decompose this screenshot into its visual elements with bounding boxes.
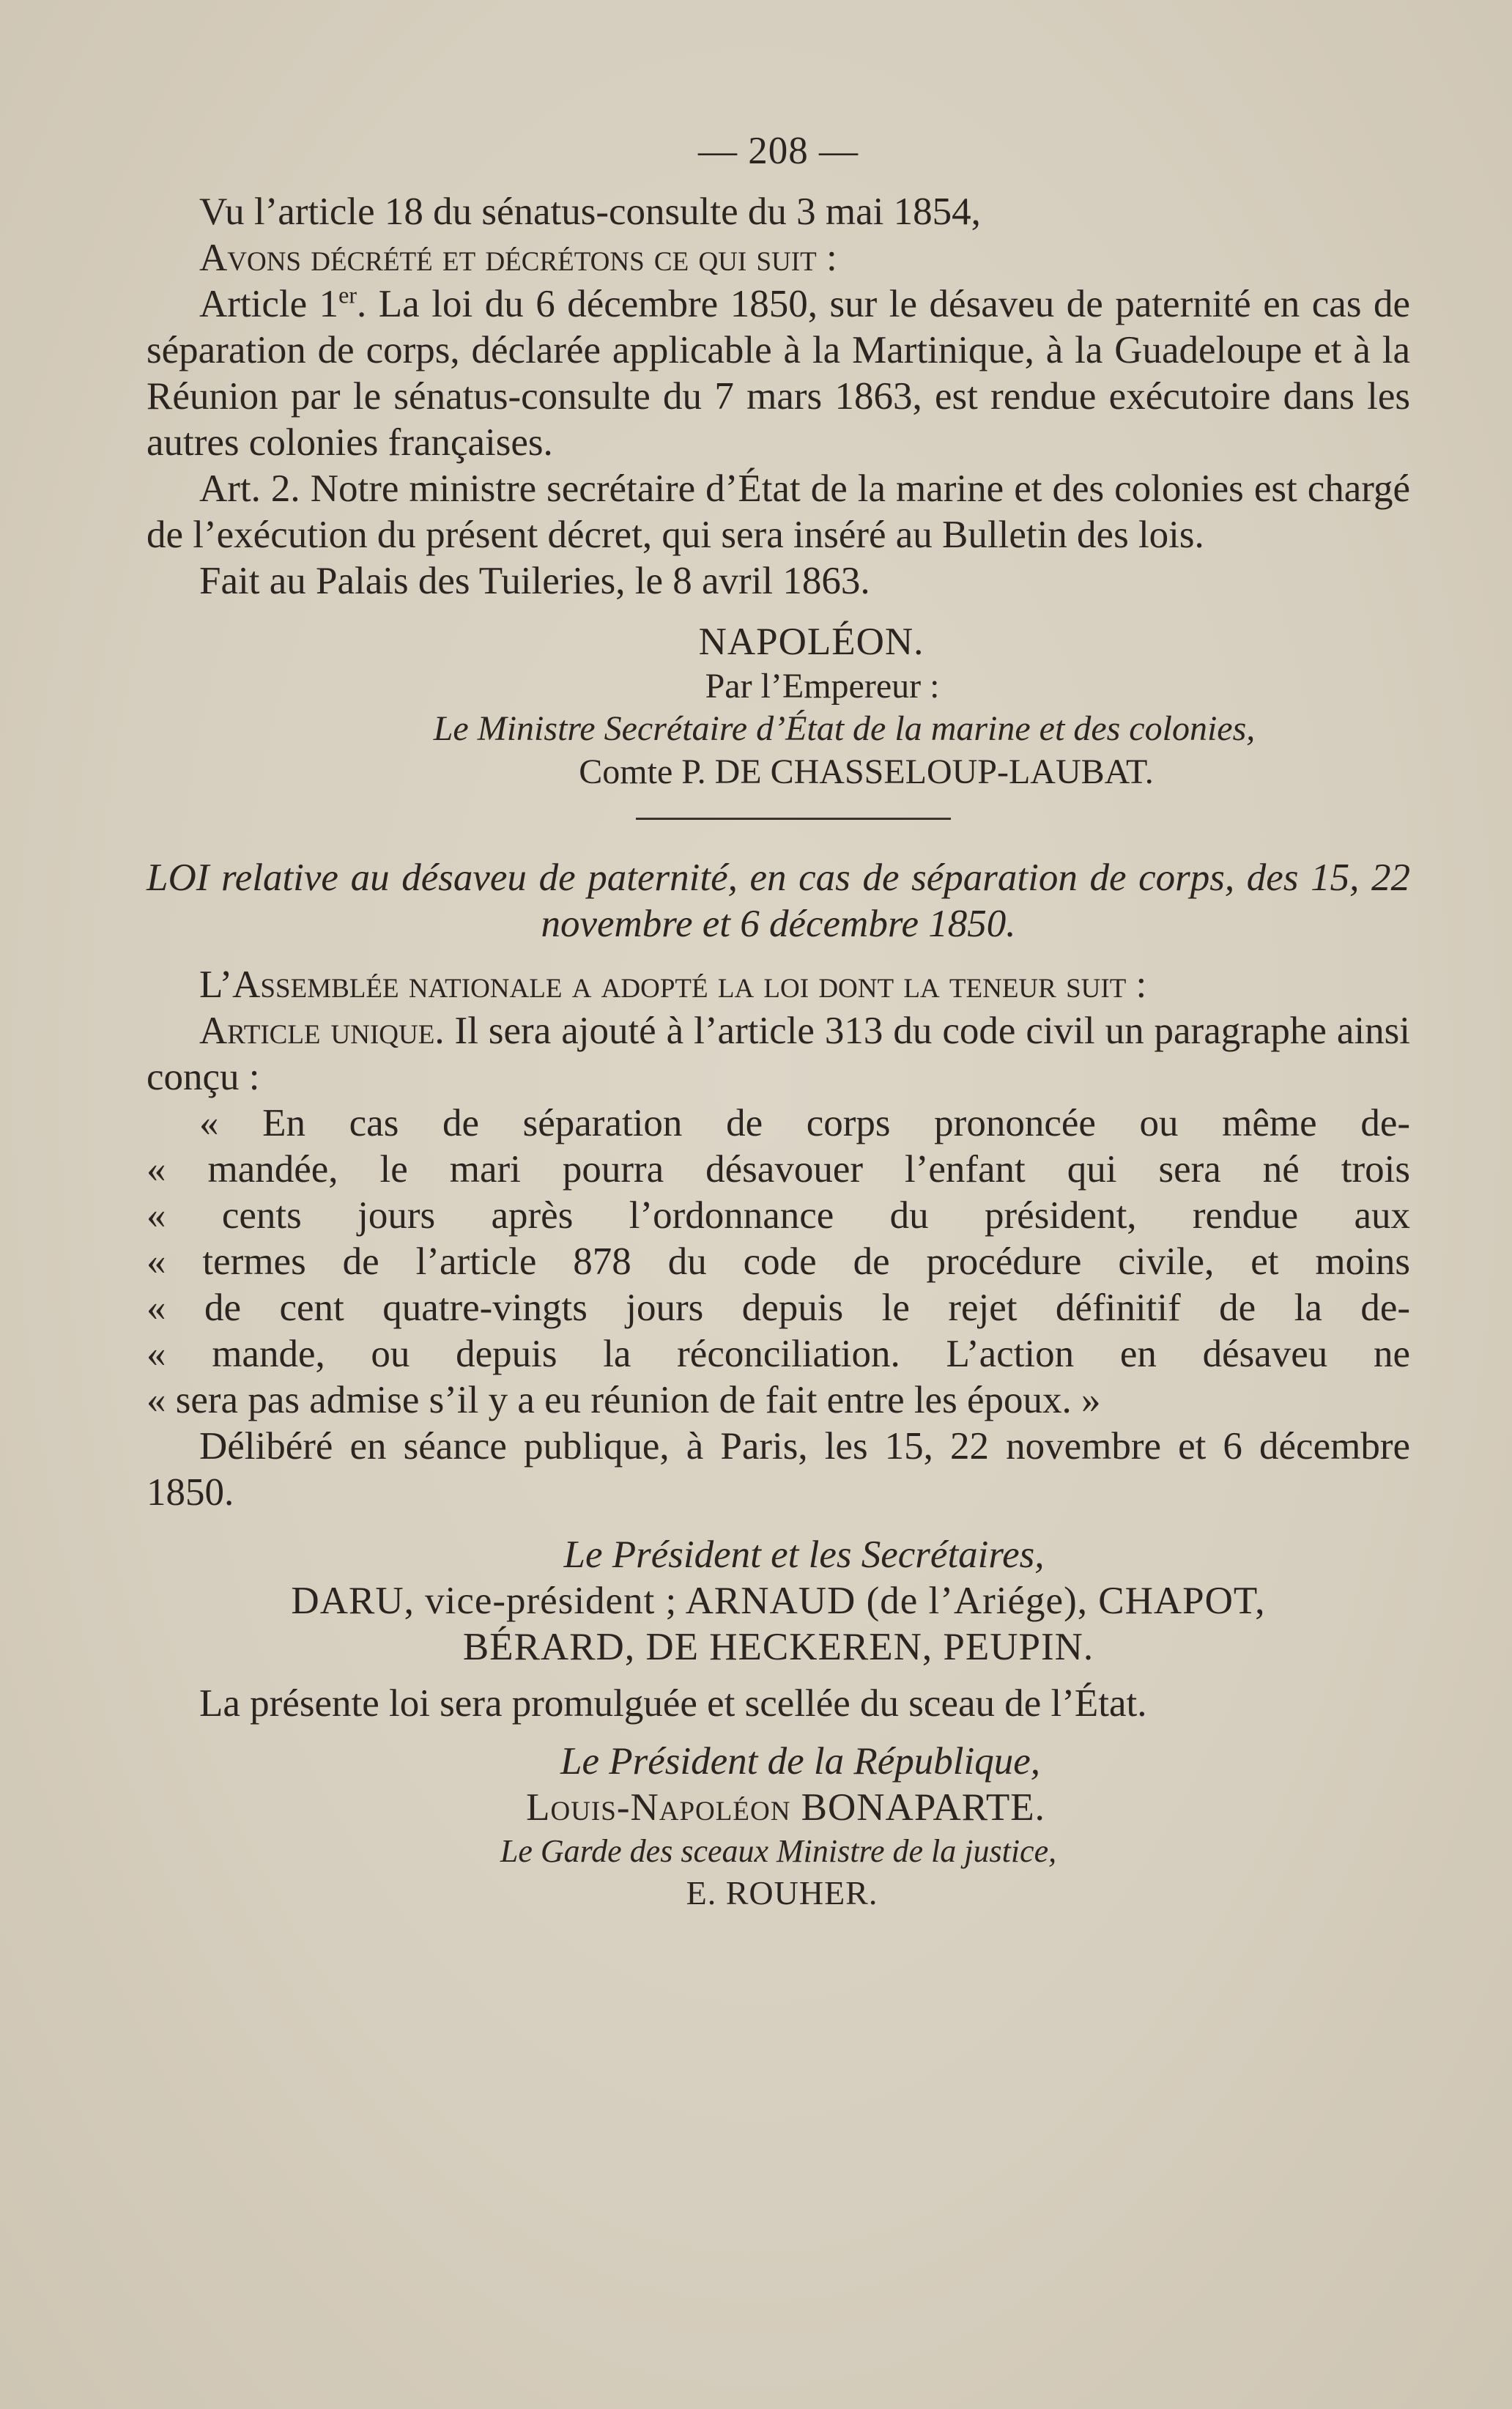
president-label: Le Président de la République, — [560, 1740, 1040, 1783]
loi-title: LOI relative au désaveu de paternité, en cas de séparation de corps, des 15, 22 novembre et 6 décembre 1850. — [147, 856, 1410, 945]
signers-line-1: DARU, vice-président ; ARNAUD (de l’Ariége), CHAPOT, — [291, 1580, 1266, 1622]
quote-line: « mande, ou depuis la réconciliation. L’action en désaveu ne — [147, 1333, 1410, 1375]
minister-name: Comte P. DE CHASSELOUP-LAUBAT. — [579, 752, 1154, 791]
signature-napoleon: NAPOLÉON. — [698, 621, 924, 663]
decree-vu: Vu l’article 18 du sénatus-consulte du 3 mai 1854, — [199, 190, 981, 233]
quote-line: « termes de l’article 878 du code de procédure civile, et moins — [147, 1240, 1410, 1283]
quote-line: « sera pas admise s’il y a eu réunion de fait entre les époux. » — [147, 1379, 1101, 1421]
quote-line: « de cent quatre-vingts jours depuis le rejet définitif de la de- — [147, 1287, 1410, 1329]
quote-line: « cents jours après l’ordonnance du président, rendue aux — [147, 1194, 1410, 1237]
page-number: — 208 — — [698, 130, 859, 172]
quoted-paragraph — [147, 1100, 1410, 1424]
article-unique-text: Il sera ajouté à l’article 313 du code civil un paragraphe ainsi conçu : — [147, 1010, 1411, 1098]
section-divider — [636, 818, 951, 820]
garde-name: E. ROUHER. — [686, 1874, 878, 1912]
decree-article-1 — [147, 281, 1410, 466]
loi-article-unique — [147, 1008, 1410, 1100]
president-name: Louis-Napoléon BONAPARTE. — [526, 1786, 1045, 1829]
loi-assemblee — [147, 962, 1410, 1008]
assemblee-text: L’Assemblée nationale a adopté la loi dont la teneur suit : — [199, 963, 1147, 1006]
article-1-text: . La loi du 6 décembre 1850, sur le désaveu de paternité en cas de séparation de corps, déclarée applicable à la Martinique, à la Guadeloupe et à la Réunion par le sénatus-consulte du 7 mars 1863, est rendue exécutoire dans les autres colonies françaises. — [147, 283, 1410, 464]
article-unique-label: Article unique. — [199, 1010, 445, 1052]
garde-label: Le Garde des sceaux Ministre de la justice, — [500, 1833, 1057, 1869]
decree-avons: Avons décrété et décrétons ce qui suit : — [199, 237, 837, 279]
article-1-sup: er — [338, 281, 357, 308]
signature-par-empereur: Par l’Empereur : — [705, 667, 940, 706]
quote-line: « En cas de séparation de corps prononcée ou même de- — [199, 1102, 1410, 1144]
article-1-label: Article 1 — [199, 283, 339, 325]
signers-label: Le Président et les Secrétaires, — [563, 1533, 1045, 1576]
page-content — [147, 128, 1410, 1914]
promulgation: La présente loi sera promulguée et scellée du sceau de l’État. — [199, 1682, 1147, 1725]
decree-article-2: Art. 2. Notre ministre secrétaire d’État de la marine et des colonies est chargé de l’exécution du présent décret, qui sera inséré au Bulletin des lois. — [147, 467, 1410, 556]
quote-line: « mandée, le mari pourra désavouer l’enfant qui sera né trois — [147, 1148, 1410, 1191]
decree-fait: Fait au Palais des Tuileries, le 8 avril 1863. — [199, 560, 870, 602]
minister-title: Le Ministre Secrétaire d’État de la marine et des colonies, — [433, 709, 1256, 748]
signers-line-2: BÉRARD, DE HECKEREN, PEUPIN. — [462, 1626, 1094, 1668]
loi-delibere: Délibéré en séance publique, à Paris, les 15, 22 novembre et 6 décembre 1850. — [147, 1425, 1410, 1514]
